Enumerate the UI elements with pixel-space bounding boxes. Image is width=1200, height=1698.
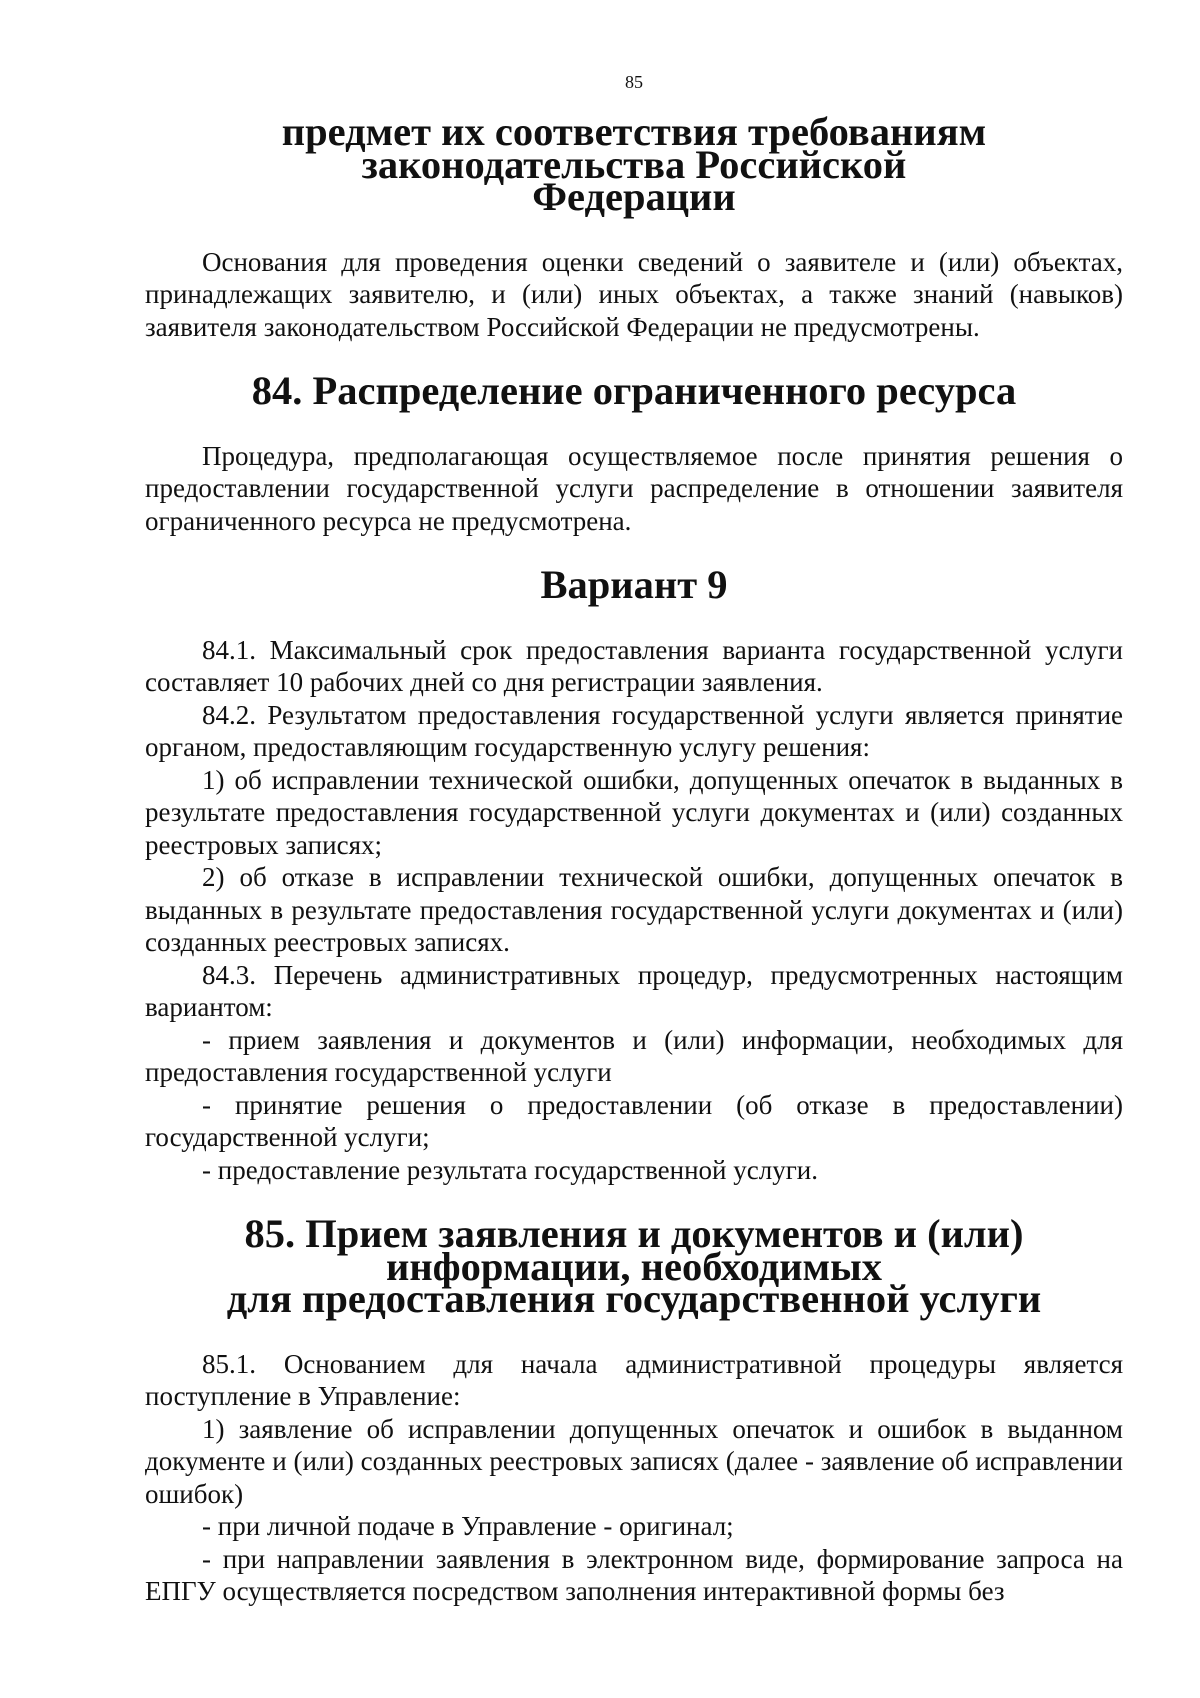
heading-line: для предоставления государственной услуги bbox=[226, 1276, 1042, 1321]
procedure-list-item: - предоставление результата государственной услуги. bbox=[202, 1154, 818, 1185]
submission-list-item: - при направлении заявления в электронном виде, формирование запроса на ЕПГУ осуществляется посредством заполнения интерактивной формы без bbox=[145, 1543, 1123, 1606]
clause-84-2-item-1: 1) об исправлении технической ошибки, допущенных опечаток в выданных в результате предоставления государственной услуги документах и (или) созданных реестровых записях; bbox=[145, 764, 1123, 860]
paragraph-limited-resource: Процедура, предполагающая осуществляемое после принятия решения о предоставлении государственной услуги распределение в отношении заявителя ограниченного ресурса не предусмотрена. bbox=[145, 440, 1123, 536]
clause-84-2-item-2: 2) об отказе в исправлении технической ошибки, допущенных опечаток в выданных в результате предоставления государственной услуги документах и (или) созданных реестровых записях. bbox=[145, 862, 1123, 957]
page-content bbox=[145, 109, 1123, 1608]
section-heading-continuation bbox=[145, 109, 1123, 219]
section-heading-84: 84. Распределение ограниченного ресурса bbox=[251, 368, 1017, 413]
procedure-list-item: - принятие решения о предоставлении (об отказе в предоставлении) государственной услуги; bbox=[145, 1089, 1123, 1152]
clause-84-2: 84.2. Результатом предоставления государственной услуги является принятие органом, предоставляющим государственную услугу решения: bbox=[145, 699, 1123, 762]
variant-heading: Вариант 9 bbox=[540, 562, 728, 607]
clause-84-1: 84.1. Максимальный срок предоставления варианта государственной услуги составляет 10 рабочих дней со дня регистрации заявления. bbox=[145, 634, 1123, 697]
page-number: 85 bbox=[625, 72, 643, 92]
heading-line: Федерации bbox=[532, 174, 736, 219]
heading-line: предмет их соответствия требованиям законодательства Российской bbox=[281, 109, 987, 187]
submission-list-item: - при личной подаче в Управление - оригинал; bbox=[202, 1511, 734, 1541]
heading-line: 85. Прием заявления и документов и (или) информации, необходимых bbox=[244, 1211, 1024, 1289]
clause-84-3: 84.3. Перечень административных процедур, предусмотренных настоящим вариантом: bbox=[145, 959, 1123, 1022]
clause-85-1-item-1: 1) заявление об исправлении допущенных опечаток и ошибок в выданном документе и (или) созданных реестровых записях (далее - заявление об исправлении ошибок) bbox=[145, 1413, 1123, 1509]
procedure-list-item: - прием заявления и документов и (или) информации, необходимых для предоставления государственной услуги bbox=[145, 1024, 1123, 1087]
clause-85-1: 85.1. Основанием для начала административной процедуры является поступление в Управление: bbox=[145, 1348, 1123, 1411]
paragraph-assessment-grounds: Основания для проведения оценки сведений о заявителе и (или) объектах, принадлежащих заявителю, и (или) иных объектах, а также знаний (навыков) заявителя законодательством Российской Федерации не предусмотрены. bbox=[145, 246, 1123, 342]
section-heading-85 bbox=[145, 1211, 1123, 1321]
